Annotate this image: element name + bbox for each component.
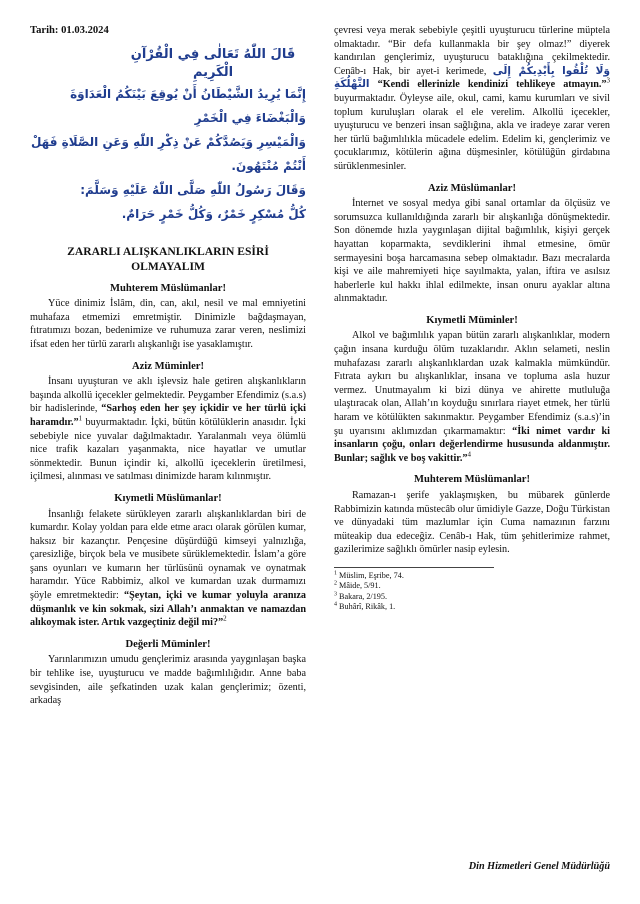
footnote-text: Bakara, 2/195. <box>339 591 388 601</box>
paragraph <box>30 508 306 630</box>
footnote <box>334 592 610 603</box>
footnote-text: Mâide, 5/91. <box>339 581 381 591</box>
footnote <box>334 571 610 582</box>
footnote-number: 1 <box>334 570 337 577</box>
arabic-intro: قَالَ اللّٰهُ تَعَالٰى فِي الْقُرْآنِ الْكَرِيمِ <box>130 46 296 80</box>
paragraph: Ramazan-ı şerife yaklaşmışken, bu mübarek günlerde Rabbimizin katında müstecâb olur ümidiyle Gazze, Doğu Türkistan ve dünyadaki tüm mazlumlar için Cuma namazının farzını müteakip dua edeceğiz. Cenâb-ı Hak, tüm şehitlerimize rahmet, gazilerimize sağlıklı ömürler nasip eylesin. <box>334 490 610 556</box>
footnote-text: Buhârî, Rikâk, 1. <box>339 602 396 612</box>
hadith-quote: “Sarhoş eden her şey içkidir ve her türlü içki haramdır.” <box>30 403 307 428</box>
section-heading: Kıymetli Müminler! <box>426 314 518 326</box>
paragraph-text: çevresi veya merak sebebiyle çeşitli uyuşturucu türlerine müptela olmaktadır. “Bir defa kullanmakla bir şey olmaz!” diyerek kandırılan gençlerimiz, uyuşturucu bataklığına çekilmektedir. Cenâb-ı Hak, bir ayet-i kerimede, <box>334 25 610 77</box>
paragraph-text: İnsanlığı felakete sürükleyen zararlı alışkanlıklardan biri de kumardır. Kolay yoldan para elde etme aracı olarak görülen kumar, haksız bir kazançtır. Pençesine düşürdüğü kimseyi yalnızlığa, çaresizliğe, birçok bela ve musibete sürüklemektedir. İslam’a göre şans oyunları ve kumarın her türlüsünü oynamak ve oynatmak haramdır. Yüce Rabbimiz, alkol ve kumardan uzak durmamızı şöyle emretmektedir: <box>30 508 306 602</box>
section-heading: Aziz Müslümanlar! <box>428 182 516 194</box>
footnote-number: 3 <box>334 591 337 598</box>
signature: Din Hizmetleri Genel Müdürlüğü <box>468 861 610 872</box>
section-heading: Kıymetli Müslümanlar! <box>114 492 222 504</box>
paragraph <box>334 329 610 465</box>
arabic-inline-verse: وَلَا تُلْقُوا بِأَيْدِيكُمْ إِلَى التَّهْلُكَةِ <box>334 64 610 91</box>
footnote <box>334 581 610 592</box>
footnote-ref: 3 <box>606 76 610 85</box>
footnote-ref: 4 <box>467 450 471 459</box>
paragraph: İnternet ve sosyal medya gibi sanal ortamlar da ölçüsüz ve sorumsuzca kullanıldığında zararlı bir alışkanlığa dönüşmektedir. Son dönemde hızla yaygınlaşan dijital bağımlılık, kişiyi gerçek hayattan koparmakta, sevdiklerini ihmal etmesine, ömür sermayesini boşa harcamasına sebep olmaktadır. Bazı mecralarda kişi ve aile mahremiyeti hiçe sayılmakta, yalan, iftira ve asılsız haberlerle kul hakkı ihlal edilmekte, insan onuru ayaklar altına alınmaktadır. <box>334 198 610 305</box>
arabic-verse <box>30 82 306 226</box>
footnote-ref: 1 <box>78 414 83 423</box>
footnote <box>334 602 610 613</box>
arabic-hadith: كُلُّ مُسْكِرٍ خَمْرٌ، وَكُلُّ خَمْرٍ حَرَامٌ. <box>121 206 306 221</box>
paragraph-text: buyurmaktadır. İçki, bütün kötülüklerin anasıdır. İçki sebebiyle nice yuvalar dağılmaktadır. Yaralanmalı veya ölümlü nice trafik kazaları yaşanmakta, nice hayatlar ve umutlar sönmektedir. Bunun içindir ki, alkollü içeceklerin üretilmesi, içilmesi, alınması ve satılması dinimizde haram kılınmıştır. <box>30 416 306 483</box>
footnote-number: 2 <box>334 580 337 587</box>
left-column <box>30 24 306 708</box>
paragraph <box>334 24 610 174</box>
section-heading: Aziz Müminler! <box>131 360 205 372</box>
arabic-hadith-intro: وَقَالَ رَسُولُ اللّٰهِ صَلَّى اللّٰهُ عَلَيْهِ وَسَلَّمَ: <box>80 182 306 197</box>
section-heading: Muhterem Müslümanlar! <box>413 474 531 486</box>
footnote-number: 4 <box>334 601 337 608</box>
paragraph-text: Alkol ve bağımlılık yapan bütün zararlı alışkanlıklar, modern çağın insana kurduğu ölüm tuzaklarıdır. Aklın selameti, neslin muhafazası zararlı alışkanlıklardan uzak kalmakla mümkündür. Fıtrata aykırı bu alışkanlıklar, insana ve topluma asla huzur vermez. Unutmayalım ki bizi dünya ve ahirette mutluluğa ulaştıracak olan, Allah’ın koyduğu sınırlara riayet etmek, her türlü haram ve kötülükten sakınmaktır. Peygamber Efendimiz (s.a.s)’in şu uyarısını aklımızdan çıkarmamaktır: <box>334 330 610 437</box>
paragraph-text: İnsanı uyuşturan ve aklı işlevsiz hale getiren alışkanlıkların başında alkollü içecekler gelmektedir. Peygamber Efendimiz (s.a.s) bir hadislerinde, <box>30 376 306 415</box>
paragraph: Yüce dinimiz İslâm, din, can, akıl, nesil ve mal emniyetini muhafaza etmemizi emretmiştir. Dinimizle bağdaşmayan, fıtratımızı bozan, bedenimize ve ruhumuza zarar veren, neslimizi ifsat eden her türlü zararlı alışkanlığı ise yasaklamıştır. <box>30 298 306 350</box>
footnote-ref: 2 <box>223 614 227 623</box>
paragraph-text: buyurmaktadır. Öyleyse aile, okul, cami, kamu kurumları ve sivil toplum kuruluşları olarak el ele verelim. Alkollü içecekler, uyuşturucu ve benzeri insan sağlığına, akla ve iradeye zarar veren her türlü bağımlılıkla mücadele edelim. Edelim ki, gençlerimiz ve çocuklarımız, kötülerin ağına düşmesinler, kötülüğün girdabına sürüklenmesinler. <box>334 92 610 172</box>
arabic-verse-line-2: وَالْمَيْسِرِ وَيَصُدَّكُمْ عَنْ ذِكْرِ اللّٰهِ وَعَنِ الصَّلَاةِ فَهَلْ أَنْتُمْ مُنْتَهُونَ. <box>30 134 306 173</box>
paragraph: Yarınlarımızın umudu gençlerimiz arasında yaygınlaşan başka bir tehlike ise, uyuşturucu ve madde bağımlılığıdır. Anne baba sevgisinden, aile şefkatinden uzak kalan gençlerimiz; özenti, arkadaş <box>30 654 306 707</box>
footnote-divider <box>334 567 494 568</box>
sermon-date: Tarih: 01.03.2024 <box>30 25 109 36</box>
arabic-verse-line-1: إِنَّمَا يُرِيدُ الشَّيْطَانُ أَنْ يُوقِعَ بَيْنَكُمُ الْعَدَاوَةَ وَالْبَغْضَاءَ فِي الْخَمْرِ <box>70 86 306 125</box>
section-heading: Değerli Müminler! <box>125 638 211 650</box>
right-column <box>334 24 610 613</box>
section-heading: Muhterem Müslümanlar! <box>109 282 227 294</box>
footnote-text: Müslim, Eşribe, 74. <box>339 570 404 580</box>
paragraph <box>30 375 306 484</box>
hadith-quote: “İki nimet vardır ki insanların çoğu, onları değerlendirme hususunda aldanmıştır. Bunlar; sağlık ve boş vakittir.” <box>334 425 610 464</box>
sermon-title: ZARARLI ALIŞKANLIKLARIN ESİRİ OLMAYALIM <box>67 244 269 273</box>
footnotes <box>334 571 610 613</box>
verse-quote: “Kendi ellerinizle kendinizi tehlikeye atmayın.” <box>377 79 607 91</box>
verse-quote: “Şeytan, içki ve kumar yoluyla aranıza düşmanlık ve kin sokmak, sizi Allah’ı anmaktan ve namazdan alıkoymak ister. Artık vazgeçtiniz değil mi?” <box>30 590 307 629</box>
